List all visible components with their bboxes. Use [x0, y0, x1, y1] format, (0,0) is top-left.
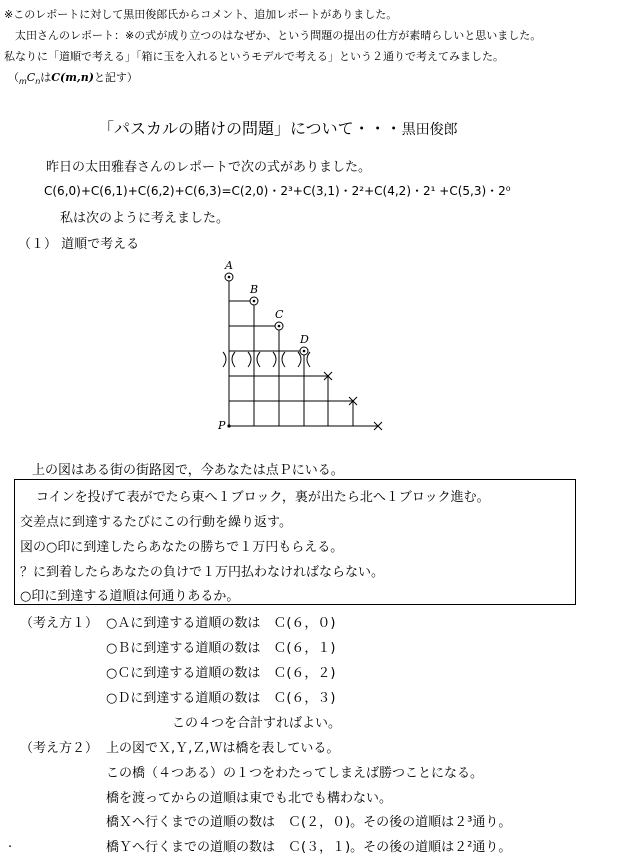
label-c: C	[275, 308, 284, 321]
problem-line-1: コインを投げて表がでたら東へ１ブロック，裏が出たら北へ１ブロック進む。	[36, 490, 490, 505]
author-name: 黒田俊郎	[401, 122, 458, 138]
street-grid-figure	[210, 255, 410, 435]
paragraph-1: 昨日の太田雅春さんのレポートで次の式がありました。	[46, 160, 372, 175]
way2-row-2: この橋（４つある）の１つをわたってしまえば勝つことになる。	[106, 766, 484, 781]
way1-row-4: ○Ｄに到達する道順の数は Ｃ(６，３)	[106, 691, 336, 706]
way1-row-1: ○Ａに到達する道順の数は Ｃ(６，０)	[106, 616, 336, 631]
intro-line-2: 太田さんのレポート：※の式が成り立つのはなぜか、という問題の提出の仕方が素晴らしいと思いました。	[4, 29, 542, 42]
page-title: 「パスカルの賭けの問題」について・・・黒田俊郎	[98, 119, 458, 138]
figure-caption: 上の図はある街の街路図で，今あなたは点Ｐにいる。	[32, 463, 344, 478]
formula: C(6,0)+C(6,1)+C(6,2)+C(6,3)=C(2,0)・2³+C(3,1)・2²+C(4,2)・2¹ +C(5,3)・2⁰	[44, 184, 511, 198]
way1-sum: この４つを合計すればよい。	[172, 716, 342, 731]
problem-line-5: ○印に到達する道順は何通りあるか。	[20, 589, 240, 604]
way1-row-3: ○Ｃに到達する道順の数は Ｃ(６，２)	[106, 666, 336, 681]
way2-row-3: 橋を渡ってからの道順は東でも北でも構わない。	[106, 791, 393, 806]
way2-row-5: 橋Ｙへ行くまでの道順の数は Ｃ(３，１)。その後の道順は２²通り。	[106, 840, 512, 855]
way1-row-2: ○Ｂに到達する道順の数は Ｃ(６，１)	[106, 641, 336, 656]
paragraph-2: 私は次のように考えました。	[60, 211, 230, 226]
way2-row-1: 上の図でＸ,Ｙ,Ｚ,Ｗは橋を表している。	[106, 741, 340, 756]
label-a: A	[225, 259, 233, 272]
section-heading-1: （１） 道順で考える	[18, 237, 140, 252]
label-b: B	[250, 283, 259, 296]
problem-line-2: 交差点に到達するたびにこの行動を繰り返す。	[20, 515, 292, 530]
intro-line-3: 私なりに「道順で考える」「箱に玉を入れるというモデルで考える」という２通りで考えてみました。	[4, 50, 504, 63]
problem-line-3: 図の○印に到達したらあなたの勝ちで１万円もらえる。	[20, 540, 344, 555]
intro-line-1: ※このレポートに対して黒田俊郎氏からコメント、追加レポートがありました。	[4, 8, 398, 21]
label-p: P	[218, 419, 226, 432]
notation-note: （$_mC_n$はC(m,n)と記す）	[8, 71, 138, 87]
way2-label: （考え方２）	[20, 741, 99, 756]
way1-label: （考え方１）	[20, 616, 99, 631]
margin-dot: .	[8, 836, 13, 851]
way2-row-4: 橋Ｘへ行くまでの道順の数は Ｃ(２，０)。その後の道順は２³通り。	[106, 815, 512, 830]
label-d: D	[300, 333, 309, 346]
problem-line-4: ？に到着したらあなたの負けで１万円払わなければならない。	[20, 565, 385, 580]
